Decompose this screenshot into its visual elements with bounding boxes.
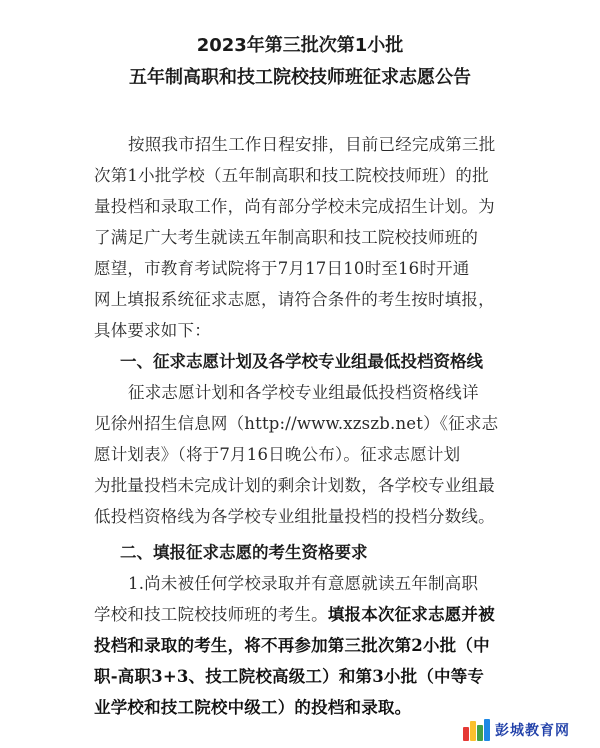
section2-line-bold: 填报本次征求志愿并被	[327, 605, 495, 624]
intro-line: 次第1小批学校（五年制高职和技工院校技师班）的批	[94, 166, 489, 185]
section1-line: 见徐州招生信息网（http://www.xzszb.net）《征求志	[94, 414, 499, 433]
section2-heading: 二、填报征求志愿的考生资格要求	[120, 543, 368, 562]
intro-line: 愿望，市教育考试院将于7月17日10时至16时开通	[94, 259, 470, 278]
intro-line: 网上填报系统征求志愿，请符合条件的考生按时填报，	[94, 290, 495, 309]
section2-line-bold: 投档和录取的考生，将不再参加第三批次第2小批（中	[94, 636, 490, 655]
intro-line: 了满足广大考生就读五年制高职和技工院校技师班的	[94, 228, 479, 247]
section1-heading: 一、征求志愿计划及各学校专业组最低投档资格线	[120, 352, 483, 371]
books-icon	[463, 719, 491, 741]
intro-line: 按照我市招生工作日程安排，目前已经完成第三批	[128, 135, 496, 154]
section2-line-normal: 学校和技工院校技师班的考生。	[94, 605, 328, 624]
section2-line-bold: 职-高职3+3、技工院校高级工）和第3小批（中等专	[94, 667, 485, 686]
section2-line: 1.尚未被任何学校录取并有意愿就读五年制高职	[128, 574, 479, 593]
intro-line: 量投档和录取工作，尚有部分学校未完成招生计划。为	[94, 197, 495, 216]
watermark-text: 彭城教育网	[495, 723, 570, 739]
section1-line: 为批量投档未完成计划的剩余计划数，各学校专业组最	[94, 476, 495, 495]
section1-line: 低投档资格线为各学校专业组批量投档的投档分数线。	[94, 507, 495, 526]
watermark-logo	[463, 716, 593, 744]
intro-line: 具体要求如下：	[94, 321, 211, 340]
section1-line: 征求志愿计划和各学校专业组最低投档资格线详	[128, 383, 479, 402]
page-title-line2: 五年制高职和技工院校技师班征求志愿公告	[129, 67, 471, 88]
section1-line: 愿计划表》（将于7月16日晚公布）。征求志愿计划	[94, 445, 461, 464]
section2-line-bold: 业学校和技工院校中级工）的投档和录取。	[94, 698, 412, 717]
page-title-line1: 2023年第三批次第1小批	[196, 35, 404, 56]
section2-line	[0, 601, 600, 625]
